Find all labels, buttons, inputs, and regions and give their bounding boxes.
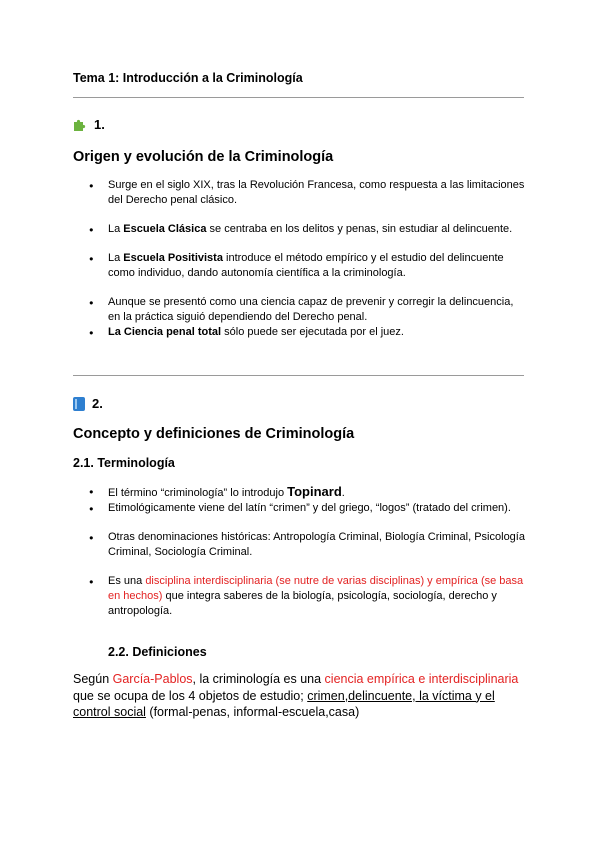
section-1-marker <box>73 117 105 132</box>
section-2-number: 2. <box>92 396 103 411</box>
section-2-heading: Concepto y definiciones de Criminología <box>73 426 355 442</box>
list-item: ● La Ciencia penal total sólo puede ser ejecutada por el juez. <box>87 325 527 340</box>
section-1-number: 1. <box>94 117 105 132</box>
divider <box>73 375 524 376</box>
section-1-heading: Origen y evolución de la Criminología <box>73 149 334 165</box>
list-item: ● La Escuela Positivista introduce el método empírico y el estudio del delincuente como individuo, dando autonomía científica a la criminología. <box>87 251 527 281</box>
list-item: ● Etimológicamente viene del latín “crimen” y del griego, “logos” (tratado del crimen). <box>87 501 527 516</box>
book-icon <box>73 397 85 411</box>
list-item: ● La Escuela Clásica se centraba en los delitos y penas, sin estudiar al delincuente. <box>87 222 527 237</box>
puzzle-icon <box>73 118 87 132</box>
definition-paragraph: Según García-Pablos, la criminología es una ciencia empírica e interdisciplinaria que se ocupa de los 4 objetos de estudio; crimen,delincuente, la víctima y el control social (formal-penas, informal-escuela,casa) <box>73 672 519 719</box>
subsection-2-2-heading: 2.2. Definiciones <box>108 645 207 659</box>
divider <box>73 97 524 98</box>
section-2-marker <box>73 396 103 411</box>
document-title: Tema 1: Introducción a la Criminología <box>73 71 303 85</box>
section-2-1-list <box>87 484 527 619</box>
list-item: ● Otras denominaciones históricas: Antropología Criminal, Biología Criminal, Psicología Criminal, Sociología Criminal. <box>87 530 527 560</box>
list-item: ● El término “criminología” lo introdujo Topinard. <box>87 484 527 501</box>
subsection-2-1-heading: 2.1. Terminología <box>73 456 175 470</box>
list-item: ● Es una disciplina interdisciplinaria (se nutre de varias disciplinas) y empírica (se basa en hechos) que integra saberes de la biología, psicología, sociología, derecho y antropología. <box>87 574 527 619</box>
list-item: ● Aunque se presentó como una ciencia capaz de prevenir y corregir la delincuencia, en la práctica siguió dependiendo del Derecho penal. <box>87 295 527 325</box>
section-1-list <box>87 178 527 340</box>
list-item: ● Surge en el siglo XIX, tras la Revolución Francesa, como respuesta a las limitaciones del Derecho penal clásico. <box>87 178 527 208</box>
